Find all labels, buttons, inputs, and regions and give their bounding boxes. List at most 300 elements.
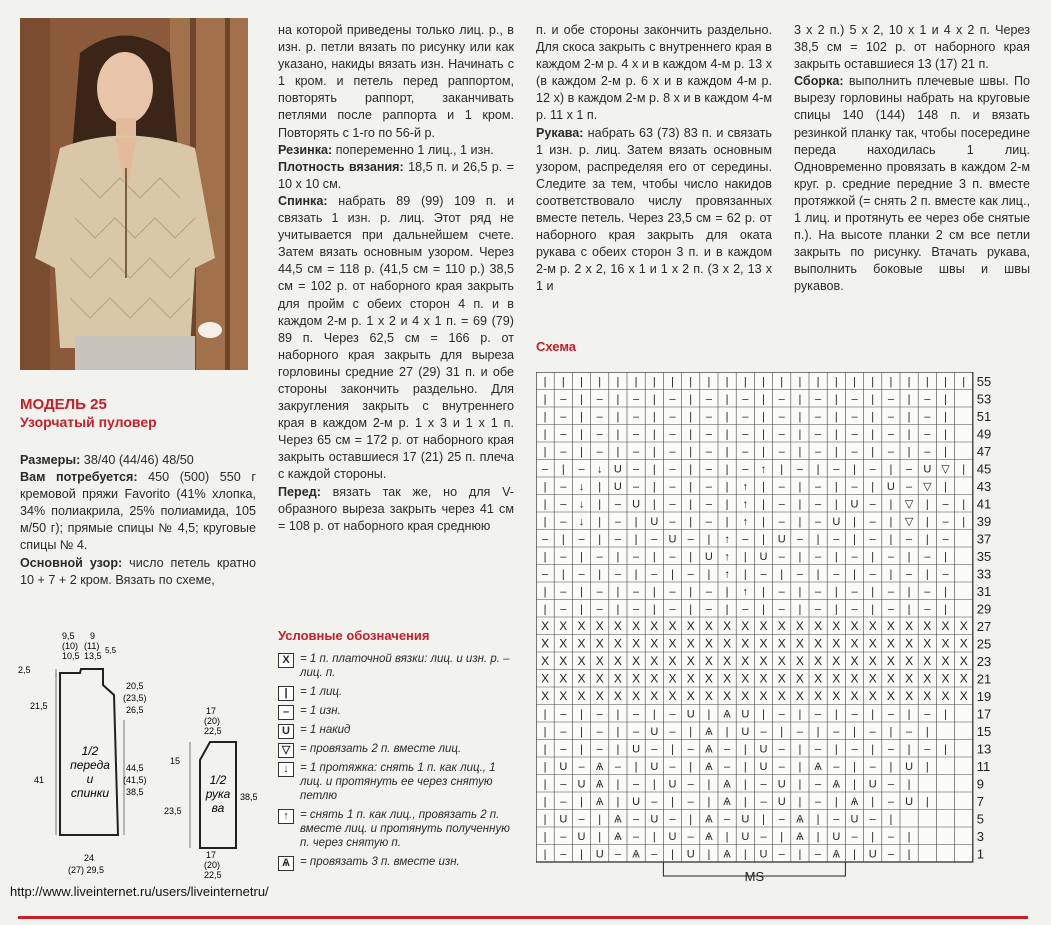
chart-stitch: – bbox=[887, 830, 894, 843]
legend-symbol: Ѧ bbox=[278, 856, 294, 871]
chart-stitch: | bbox=[962, 498, 966, 511]
chart-stitch: – bbox=[705, 498, 712, 511]
chart-stitch: U bbox=[668, 778, 677, 791]
chart-stitch: | bbox=[925, 795, 929, 808]
chart-row-number: 11 bbox=[976, 758, 991, 774]
dim-top-1: 9,5 bbox=[62, 631, 75, 641]
chart-stitch: X bbox=[704, 688, 713, 703]
dim-side: 41 bbox=[34, 775, 45, 785]
chart-stitch: – bbox=[633, 813, 640, 826]
chart-stitch: – bbox=[669, 813, 676, 826]
chart-stitch: | bbox=[762, 813, 765, 826]
chart-stitch: X bbox=[777, 653, 786, 668]
chart-stitch: X bbox=[686, 671, 695, 686]
chart-row-number: 13 bbox=[976, 741, 992, 757]
chart-stitch: – bbox=[869, 813, 876, 826]
chart-stitch: X bbox=[814, 636, 823, 651]
chart-stitch: X bbox=[723, 618, 732, 633]
chart-stitch: | bbox=[871, 445, 875, 458]
chart-stitch: | bbox=[543, 848, 547, 861]
chart-stitch: X bbox=[541, 618, 550, 633]
dim-top-3: 5,5 bbox=[105, 646, 117, 655]
chart-stitch: | bbox=[743, 550, 747, 563]
chart-stitch: – bbox=[887, 428, 894, 441]
chart-stitch: | bbox=[707, 795, 711, 808]
chart-stitch: | bbox=[689, 515, 693, 528]
chart-stitch: – bbox=[851, 585, 858, 598]
chart-stitch: | bbox=[798, 428, 802, 441]
chart-stitch: Ѧ bbox=[705, 725, 713, 738]
chart-stitch: | bbox=[889, 533, 893, 546]
chart-stitch: | bbox=[616, 375, 620, 388]
chart-stitch: Ѧ bbox=[814, 760, 822, 773]
chart-row-number: 55 bbox=[976, 373, 992, 389]
chart-stitch: | bbox=[853, 848, 856, 861]
chart-stitch: | bbox=[598, 498, 602, 511]
chart-stitch: X bbox=[668, 653, 677, 668]
chart-stitch: U bbox=[559, 760, 568, 773]
chart-stitch: | bbox=[652, 708, 656, 721]
chart-stitch: | bbox=[652, 585, 656, 598]
sleeve-dim-cap: 15 bbox=[170, 756, 181, 766]
dim-arm-hb: (23,5) bbox=[123, 693, 147, 703]
chart-stitch: X bbox=[668, 671, 677, 686]
chart-stitch: – bbox=[942, 568, 949, 581]
chart-stitch: | bbox=[944, 410, 947, 423]
chart-stitch: Ѧ bbox=[723, 795, 731, 808]
front-paragraph: Перед: вязать так же, но для V-образного выреза закрыть через 41 см = 108 р. от наборного края среднюю bbox=[278, 484, 514, 533]
chart-stitch: U bbox=[868, 848, 877, 861]
chart-stitch: – bbox=[778, 498, 785, 511]
sleeves-cont-paragraph: 3 х 2 п.) 5 х 2, 10 х 1 и 4 х 2 п. Через 38,5 см = 102 р. от наборного края закрыть оставшиеся 13 (17) 21 п. bbox=[794, 23, 1030, 72]
chart-stitch: X bbox=[814, 653, 823, 668]
chart-stitch: | bbox=[816, 533, 820, 546]
chart-stitch: | bbox=[853, 778, 856, 791]
text-column-1 bbox=[20, 452, 256, 589]
chart-stitch: | bbox=[707, 708, 711, 721]
chart-stitch: – bbox=[560, 603, 567, 616]
chart-stitch: – bbox=[924, 393, 931, 406]
legend-item bbox=[278, 808, 518, 850]
chart-stitch: ↑ bbox=[724, 550, 730, 563]
chart-stitch: X bbox=[905, 671, 914, 686]
chart-stitch: – bbox=[778, 708, 785, 721]
chart-stitch: Ѧ bbox=[723, 708, 731, 721]
chart-stitch: | bbox=[798, 375, 802, 388]
legend-title: Условные обозначения bbox=[278, 628, 430, 643]
chart-stitch: – bbox=[778, 760, 785, 773]
chart-stitch: | bbox=[853, 760, 856, 773]
chart-stitch: | bbox=[725, 428, 729, 441]
chart-stitch: – bbox=[651, 848, 658, 861]
chart-row-number: 21 bbox=[976, 671, 992, 687]
chart-stitch: – bbox=[705, 585, 712, 598]
chart-stitch: Ѧ bbox=[596, 778, 604, 791]
chart-stitch: – bbox=[778, 480, 785, 493]
chart-stitch: – bbox=[560, 410, 567, 423]
chart-stitch: | bbox=[907, 585, 911, 598]
dim-neck: 2,5 bbox=[18, 665, 31, 675]
chart-stitch: X bbox=[795, 671, 804, 686]
legend-text: = 1 накид bbox=[300, 724, 351, 736]
chart-stitch: – bbox=[633, 428, 640, 441]
chart-stitch: U bbox=[741, 725, 750, 738]
chart-stitch: X bbox=[723, 636, 732, 651]
chart-stitch: | bbox=[598, 480, 602, 493]
chart-stitch: | bbox=[598, 375, 602, 388]
chart-stitch: | bbox=[616, 585, 620, 598]
chart-stitch: X bbox=[923, 636, 932, 651]
chart-stitch: X bbox=[559, 636, 568, 651]
chart-stitch: | bbox=[780, 830, 784, 843]
chart-stitch: X bbox=[613, 636, 622, 651]
chart-stitch: X bbox=[613, 671, 622, 686]
chart-stitch: – bbox=[596, 603, 603, 616]
chart-stitch: – bbox=[869, 568, 876, 581]
sleeve-dim-left: 23,5 bbox=[164, 806, 182, 816]
chart-stitch: – bbox=[924, 428, 931, 441]
chart-row-number: 39 bbox=[976, 513, 992, 529]
chart-row-number: 35 bbox=[976, 548, 992, 564]
chart-stitch: | bbox=[834, 393, 838, 406]
chart-stitch: | bbox=[798, 498, 802, 511]
chart-row-number: 33 bbox=[976, 566, 992, 582]
chart-stitch: – bbox=[560, 743, 567, 756]
chart-stitch: Ѧ bbox=[796, 813, 804, 826]
chart-stitch: U bbox=[905, 795, 914, 808]
chart-stitch: – bbox=[778, 428, 785, 441]
chart-stitch: | bbox=[652, 830, 656, 843]
chart-stitch: X bbox=[541, 636, 550, 651]
chart-stitch: | bbox=[798, 410, 802, 423]
chart-row-number: 15 bbox=[976, 723, 992, 739]
chart-stitch: | bbox=[725, 463, 729, 476]
chart-stitch: – bbox=[560, 480, 567, 493]
chart-stitch: – bbox=[815, 428, 822, 441]
chart-stitch: | bbox=[707, 848, 711, 861]
chart-stitch: | bbox=[853, 515, 856, 528]
chart-stitch: | bbox=[925, 725, 929, 738]
chart-stitch: | bbox=[543, 708, 547, 721]
chart-stitch: X bbox=[704, 653, 713, 668]
chart-stitch: | bbox=[871, 375, 875, 388]
chart-stitch: – bbox=[942, 533, 949, 546]
chart-stitch: U bbox=[777, 778, 786, 791]
chart-row-number: 53 bbox=[976, 391, 992, 407]
text-column-3 bbox=[536, 22, 772, 296]
chart-stitch: | bbox=[762, 375, 765, 388]
chart-stitch: – bbox=[687, 533, 694, 546]
chart-stitch: | bbox=[780, 463, 784, 476]
chart-stitch: | bbox=[834, 743, 838, 756]
chart-row-number: 29 bbox=[976, 601, 992, 617]
chart-stitch: – bbox=[851, 480, 858, 493]
chart-stitch: | bbox=[871, 795, 875, 808]
chart-stitch: X bbox=[959, 688, 968, 703]
chart-stitch: | bbox=[652, 445, 656, 458]
chart-stitch: ↑ bbox=[724, 568, 730, 581]
chart-stitch: | bbox=[616, 428, 620, 441]
chart-stitch: – bbox=[924, 585, 931, 598]
chart-stitch: ↓ bbox=[578, 515, 585, 528]
chart-stitch: ↓ bbox=[578, 498, 585, 511]
chart-stitch: | bbox=[962, 463, 966, 476]
chart-stitch: – bbox=[851, 830, 858, 843]
chart-stitch: X bbox=[595, 618, 604, 633]
chart-stitch: | bbox=[616, 795, 620, 808]
legend-item bbox=[278, 685, 518, 699]
sleeve-dim-bottom: 17 bbox=[206, 850, 217, 860]
chart-stitch: – bbox=[560, 515, 567, 528]
chart-stitch: | bbox=[834, 375, 838, 388]
chart-stitch: | bbox=[561, 375, 565, 388]
chart-stitch: | bbox=[634, 760, 638, 773]
chart-stitch: X bbox=[741, 688, 750, 703]
legend-text: = провязать 3 п. вместе изн. bbox=[300, 856, 460, 868]
chart-stitch: | bbox=[634, 375, 638, 388]
chart-stitch: – bbox=[815, 778, 822, 791]
model-photo bbox=[20, 18, 248, 370]
chart-row-number: 1 bbox=[976, 846, 985, 862]
chart-stitch: X bbox=[905, 618, 914, 633]
chart-stitch: U bbox=[759, 848, 768, 861]
chart-stitch: – bbox=[796, 533, 803, 546]
chart-stitch: – bbox=[851, 603, 858, 616]
legend bbox=[278, 652, 518, 874]
chart-stitch: | bbox=[907, 393, 911, 406]
chart-stitch: Ѧ bbox=[705, 760, 713, 773]
chart-stitch: – bbox=[851, 445, 858, 458]
body-label: 1/2 переда и спинки bbox=[70, 744, 110, 800]
chart-stitch: X bbox=[704, 636, 713, 651]
chart-stitch: U bbox=[559, 813, 568, 826]
chart-stitch: X bbox=[723, 653, 732, 668]
chart-stitch: – bbox=[705, 515, 712, 528]
legend-symbol: | bbox=[278, 686, 294, 701]
chart-stitch: Ѧ bbox=[723, 778, 731, 791]
chart-stitch: | bbox=[944, 743, 947, 756]
sleeve-dim-top-c: 22,5 bbox=[204, 726, 222, 736]
chart-stitch: – bbox=[724, 813, 731, 826]
chart-stitch: | bbox=[652, 778, 656, 791]
chart-stitch: | bbox=[616, 603, 620, 616]
chart-stitch: | bbox=[743, 778, 747, 791]
chart-stitch: X bbox=[832, 688, 841, 703]
chart-stitch: | bbox=[944, 585, 947, 598]
chart-stitch: | bbox=[780, 375, 784, 388]
chart-stitch: X bbox=[632, 688, 641, 703]
chart-stitch: Ѧ bbox=[705, 830, 713, 843]
chart-stitch: X bbox=[759, 636, 768, 651]
chart-stitch: – bbox=[705, 463, 712, 476]
body-schematic bbox=[0, 625, 160, 875]
chart-stitch: – bbox=[924, 445, 931, 458]
chart-stitch: | bbox=[889, 725, 893, 738]
chart-stitch: U bbox=[577, 830, 586, 843]
chart-stitch: | bbox=[616, 708, 620, 721]
chart-stitch: X bbox=[741, 618, 750, 633]
chart-row-number: 45 bbox=[976, 461, 992, 477]
chart-stitch: | bbox=[689, 463, 693, 476]
chart-stitch: | bbox=[743, 743, 747, 756]
chart-stitch: – bbox=[778, 603, 785, 616]
chart-stitch: U bbox=[650, 813, 659, 826]
sleeve-schematic bbox=[160, 700, 270, 880]
chart-stitch: – bbox=[560, 585, 567, 598]
chart-stitch: X bbox=[850, 618, 859, 633]
chart-stitch: – bbox=[851, 393, 858, 406]
chart-stitch: | bbox=[580, 550, 583, 563]
chart-stitch: – bbox=[796, 568, 803, 581]
chart-stitch: | bbox=[580, 848, 583, 861]
chart-stitch: | bbox=[762, 585, 765, 598]
chart-stitch: X bbox=[795, 688, 804, 703]
ms-label: MS bbox=[744, 869, 765, 884]
chart-stitch: | bbox=[834, 603, 838, 616]
chart-stitch: – bbox=[869, 725, 876, 738]
chart-row-number: 17 bbox=[976, 706, 992, 722]
chart-stitch: | bbox=[925, 498, 929, 511]
chart-stitch: | bbox=[580, 393, 583, 406]
chart-stitch: | bbox=[580, 603, 583, 616]
footer-url[interactable]: http://www.liveinternet.ru/users/liveinternetru/ bbox=[10, 884, 269, 899]
chart-stitch: | bbox=[743, 848, 747, 861]
chart-stitch: | bbox=[652, 463, 656, 476]
chart-stitch: – bbox=[633, 603, 640, 616]
chart-stitch: – bbox=[560, 428, 567, 441]
chart-stitch: X bbox=[595, 636, 604, 651]
chart-stitch: | bbox=[634, 533, 638, 546]
chart-stitch: | bbox=[725, 725, 729, 738]
chart-stitch: U bbox=[741, 708, 750, 721]
chart-stitch: X bbox=[941, 653, 950, 668]
chart-stitch: | bbox=[543, 480, 547, 493]
chart-stitch: X bbox=[595, 671, 604, 686]
chart-stitch: | bbox=[652, 498, 656, 511]
chart-stitch: U bbox=[632, 795, 641, 808]
chart-stitch: – bbox=[705, 480, 712, 493]
chart-stitch: – bbox=[596, 445, 603, 458]
chart-stitch: X bbox=[686, 618, 695, 633]
chart-stitch: – bbox=[887, 743, 894, 756]
chart-stitch: | bbox=[689, 375, 693, 388]
chart-stitch: X bbox=[941, 618, 950, 633]
chart-row-number: 49 bbox=[976, 426, 992, 442]
chart-stitch: | bbox=[816, 463, 820, 476]
chart-stitch: | bbox=[762, 480, 765, 493]
chart-stitch: U bbox=[759, 760, 768, 773]
chart-stitch: | bbox=[598, 813, 602, 826]
chart-stitch: X bbox=[595, 688, 604, 703]
chart-stitch: – bbox=[833, 568, 840, 581]
chart-stitch: X bbox=[941, 636, 950, 651]
chart-stitch: – bbox=[887, 708, 894, 721]
chart-stitch: | bbox=[907, 708, 911, 721]
chart-stitch: ↑ bbox=[742, 480, 749, 493]
sleeve-label: 1/2 рука ва bbox=[205, 773, 231, 815]
chart-stitch: U bbox=[741, 813, 750, 826]
chart-stitch: | bbox=[907, 428, 911, 441]
dim-arm-h: 20,5 bbox=[126, 681, 144, 691]
chart-stitch: | bbox=[543, 550, 547, 563]
chart-stitch: X bbox=[777, 618, 786, 633]
chart-stitch: – bbox=[924, 550, 931, 563]
chart-stitch: – bbox=[887, 445, 894, 458]
legend-symbol: ↑ bbox=[278, 809, 294, 824]
chart-stitch: X bbox=[850, 688, 859, 703]
chart-stitch: | bbox=[543, 778, 547, 791]
chart-stitch: U bbox=[832, 830, 841, 843]
chart-stitch: | bbox=[543, 725, 547, 738]
chart-stitch: – bbox=[887, 795, 894, 808]
dim-neck-depth: 21,5 bbox=[30, 701, 48, 711]
chart-stitch: U bbox=[741, 830, 750, 843]
chart-stitch: X bbox=[541, 671, 550, 686]
chart-stitch: | bbox=[962, 375, 966, 388]
chart-stitch: | bbox=[725, 585, 729, 598]
chart-stitch: | bbox=[598, 515, 602, 528]
sleeve-dim-bottom-b: (20) bbox=[204, 860, 221, 870]
chart-stitch: – bbox=[833, 813, 840, 826]
chart-stitch: | bbox=[816, 725, 820, 738]
chart-stitch: | bbox=[925, 760, 929, 773]
chart-stitch: – bbox=[778, 410, 785, 423]
chart-stitch: | bbox=[725, 830, 729, 843]
chart-stitch: X bbox=[559, 618, 568, 633]
legend-text: = снять 1 п. как лиц., провязать 2 п. вместе лиц. и протянуть полученную п. через снятую п. bbox=[300, 809, 510, 849]
dim-bottom-b: (27) 29,5 bbox=[68, 865, 105, 875]
chart-row-number: 9 bbox=[976, 776, 985, 792]
legend-symbol: U bbox=[278, 724, 294, 739]
chart-row-number: 31 bbox=[976, 583, 992, 599]
chart-stitch: – bbox=[596, 550, 603, 563]
chart-stitch: X bbox=[905, 688, 914, 703]
chart-stitch: | bbox=[561, 568, 565, 581]
chart-stitch: U bbox=[686, 848, 695, 861]
chart-stitch: U bbox=[595, 848, 604, 861]
chart-stitch: | bbox=[871, 830, 875, 843]
chart-stitch: – bbox=[596, 410, 603, 423]
chart-row-number: 51 bbox=[976, 408, 992, 424]
chart-stitch: ↑ bbox=[742, 515, 749, 528]
chart-stitch: – bbox=[542, 533, 549, 546]
chart-stitch: | bbox=[889, 498, 893, 511]
chart-stitch: U bbox=[832, 515, 841, 528]
chart-stitch: | bbox=[816, 568, 820, 581]
chart-stitch: – bbox=[560, 445, 567, 458]
text-column-4 bbox=[794, 22, 1030, 296]
chart-stitch: Ѧ bbox=[832, 848, 840, 861]
chart-stitch: – bbox=[596, 743, 603, 756]
chart-stitch: – bbox=[851, 428, 858, 441]
chart-stitch: – bbox=[778, 585, 785, 598]
chart-stitch: | bbox=[616, 445, 620, 458]
chart-stitch: | bbox=[762, 603, 765, 616]
chart-stitch: | bbox=[598, 830, 602, 843]
chart-stitch: U bbox=[686, 708, 695, 721]
chart-stitch: Ѧ bbox=[832, 778, 840, 791]
chart-stitch: | bbox=[543, 445, 547, 458]
chart-stitch: | bbox=[871, 585, 875, 598]
chart-stitch: | bbox=[652, 603, 656, 616]
chart-stitch: X bbox=[886, 688, 895, 703]
chart-stitch: | bbox=[543, 375, 547, 388]
chart-stitch: | bbox=[634, 515, 638, 528]
chart-stitch: | bbox=[689, 550, 693, 563]
chart-stitch: | bbox=[725, 603, 729, 616]
chart-stitch: | bbox=[616, 410, 620, 423]
chart-stitch: X bbox=[959, 618, 968, 633]
